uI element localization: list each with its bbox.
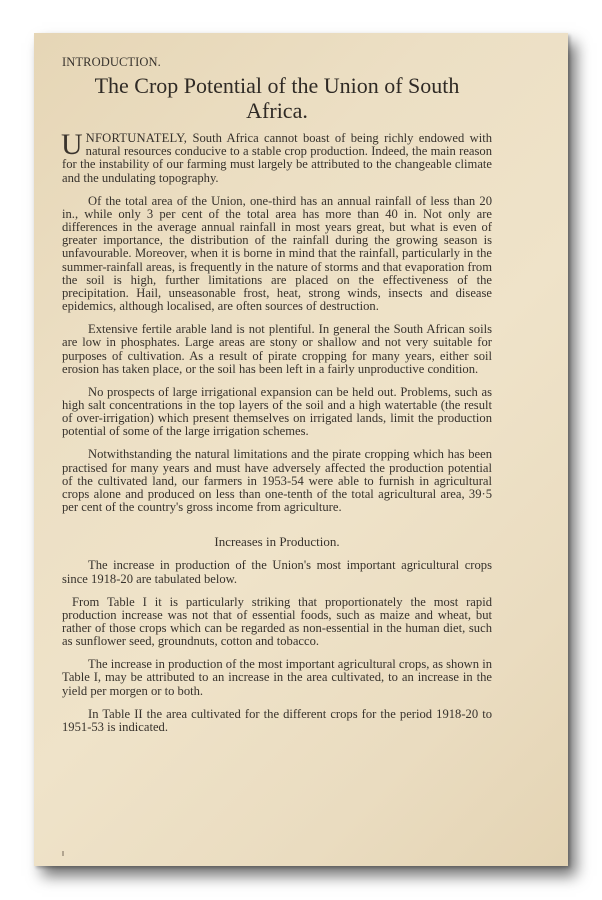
paragraph-9: In Table II the area cultivated for the different crops for the period 1918-20 to 1951-53 is indicated. xyxy=(62,706,492,734)
paragraph-1 xyxy=(61,128,492,185)
paragraph-5: Notwithstanding the natural limitations and the pirate cropping which has been practised for many years and must have adversely affected the production potential of the cultivated land, our farmers in 1953-54 were able to furnish in agricultural crops alone and produced on less than one-tenth of the total agricultural area, 39·5 per cent of the country's gross income from agriculture. xyxy=(62,447,492,515)
drop-cap: U xyxy=(61,128,83,162)
page-title xyxy=(62,73,492,123)
paragraph-4: No prospects of large irrigational expansion can be held out. Problems, such as high salt concentrations in the top layers of the soil and a high watertable (the result of over-irrigation) which present themselves on irrigated lands, limit the production potential of some of the large irrigation schemes. xyxy=(62,384,492,439)
subheading: Increases in Production. xyxy=(214,534,340,550)
paragraph-3: Extensive fertile arable land is not plentiful. In general the South African soils are low in phosphates. Large areas are stony or shallow and not very suitable for purposes of cultivation. As a result of pirate cropping for many years, either soil erosion has taken place, or the soil has been left in a fairly unproductive condition. xyxy=(62,322,492,376)
paragraph-8: The increase in production of the most important agricultural crops, as shown in Table I, may be attributed to an increase in the area cultivated, to an increase in the yield per morgen or to both. xyxy=(62,657,492,698)
paragraph-7: From Table I it is particularly striking that proportionately the most rapid production increase was not that of essential foods, such as maize and wheat, but rather of those crops which can be regarded as non-essential in the human diet, such as sunflower seed, groundnuts, cotton and tobacco. xyxy=(62,594,492,649)
page-title-text: The Crop Potential of the Union of South Africa. xyxy=(94,73,460,124)
lead-word: NFORTUNATELY, xyxy=(85,131,188,146)
paragraph-2: Of the total area of the Union, one-third has an annual rainfall of less than 20 in., while only 3 per cent of the total area has more than 40 in. Not only are differences in the average annual rainfall in most years great, but what is even of greater importance, the distribution of the rainfall during the growing season is unfavourable. Moreover, when it is borne in mind that the rainfall, particularly in the summer-rainfall areas, is frequently in the nature of storms and that evaporation from the soil is high, further limitations are placed on the effectiveness of the precipitation. Hail, unseasonable frost, heat, strong winds, insects and disease epidemics, although localised, are often sources of destruction. xyxy=(62,193,492,314)
page-content xyxy=(62,56,492,744)
section-label: INTRODUCTION. xyxy=(62,55,161,69)
paper-blemish xyxy=(62,851,64,856)
paragraph-6: The increase in production of the Union's most important agricultural crops since 1918-20 are tabulated below. xyxy=(62,558,492,586)
paragraph-1-text: South Africa cannot boast of being richly endowed with natural resources conducive to a stable crop production. Indeed, the main reason for the instability of our farming must largely be attributed to the changeable climate and the undulating topography. xyxy=(62,131,492,185)
